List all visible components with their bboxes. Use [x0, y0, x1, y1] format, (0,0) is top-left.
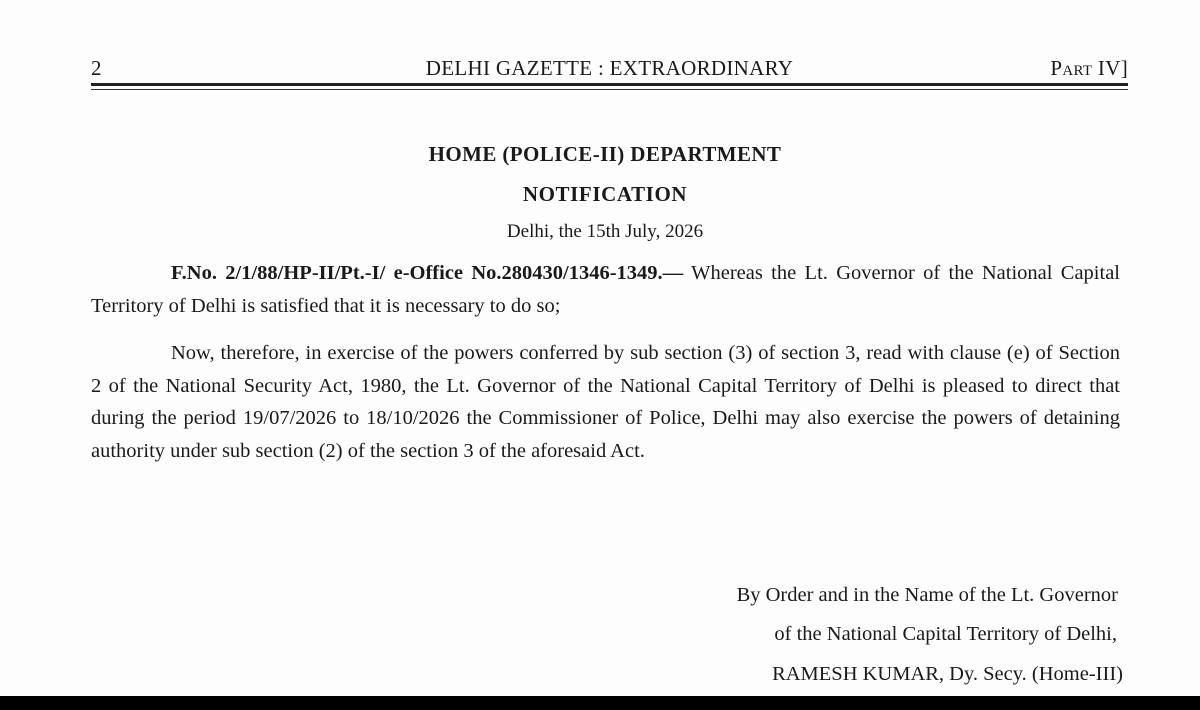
page-header — [91, 56, 1128, 82]
dateline: Delhi, the 15th July, 2026 — [506, 221, 704, 242]
bottom-edge-bar — [0, 696, 1200, 710]
signature-line-1: By Order and in the Name of the Lt. Governor — [736, 584, 1118, 606]
gazette-title: DELHI GAZETTE : EXTRAORDINARY — [425, 56, 794, 80]
signature-line-3: RAMESH KUMAR, Dy. Secy. (Home-III) — [772, 663, 1123, 685]
department-heading: HOME (POLICE-II) DEPARTMENT — [428, 142, 782, 166]
paragraph-2: Now, therefore, in exercise of the powers conferred by sub section (3) of section 3, read with clause (e) of Section 2 of the National Security Act, 1980, the Lt. Governor of the National Capital Territory of Delhi is pleased to direct that during the period 19/07/2026 to 18/10/2026 the Commissioner of Police, Delhi may also exercise the powers of detaining authority under sub section (2) of the section 3 of the aforesaid Act. — [91, 342, 1120, 462]
header-rule-thin — [91, 89, 1128, 90]
header-rule-thick — [91, 83, 1128, 86]
signature-line-2: of the National Capital Territory of Delhi, — [774, 623, 1117, 645]
file-number: F.No. 2/1/88/HP-II/Pt.-I/ e-Office No.280430/1346-1349.— — [171, 262, 684, 284]
notification-heading: NOTIFICATION — [522, 182, 688, 206]
paragraph-1 — [91, 257, 1120, 322]
page-number: 2 — [91, 56, 102, 80]
paragraph-1-text: Whereas the Lt. Governor of the National Capital Territory of Delhi is satisfied that it is necessary to do so; — [91, 262, 1120, 317]
part-label: Part IV] — [1050, 56, 1128, 80]
